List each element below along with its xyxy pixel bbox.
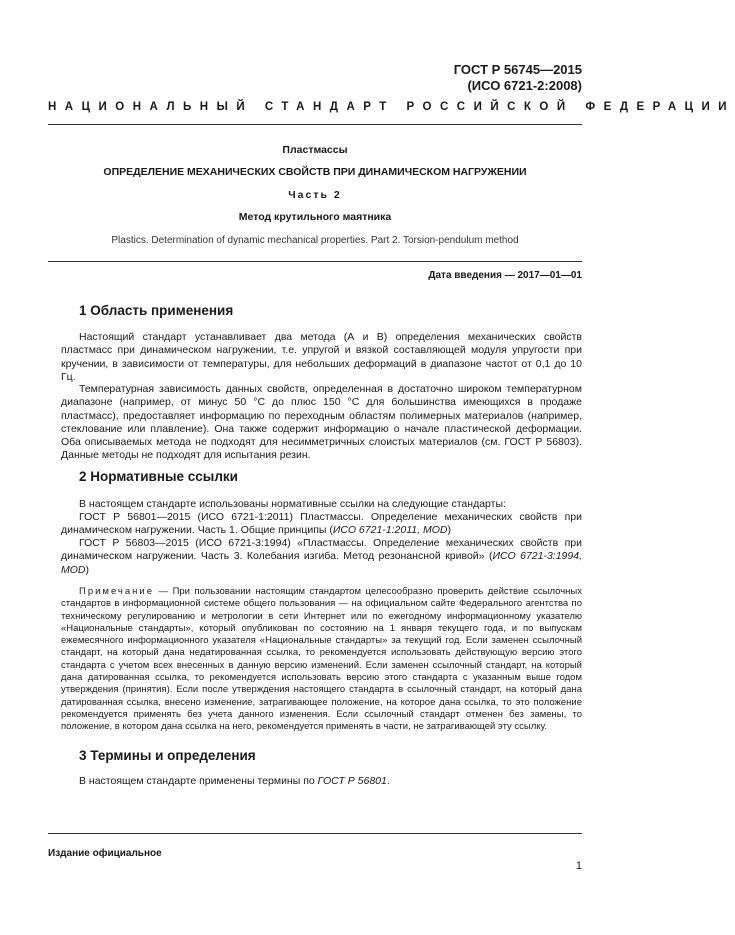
introduction-date: Дата введения — 2017—01—01 (428, 270, 582, 281)
page-number: 1 (575, 860, 582, 872)
title-part: Часть 2 (288, 189, 342, 201)
gost-number: ГОСТ Р 56745—2015 (453, 62, 582, 77)
gost-code-block (454, 62, 582, 94)
title-main: ОПРЕДЕЛЕНИЕ МЕХАНИЧЕСКИХ СВОЙСТВ ПРИ ДИНАМИЧЕСКОМ НАГРУЖЕНИИ (103, 166, 527, 178)
note-label: Примечание (79, 586, 154, 597)
title-english: Plastics. Determination of dynamic mechanical properties. Part 2. Torsion-pendulum method (111, 235, 519, 246)
title-method: Метод крутильного маятника (238, 211, 392, 223)
section-3-heading: 3 Термины и определения (79, 748, 256, 763)
reference-gost-56803: ГОСТ Р 56803—2015 (ИСО 6721-3:1994) «Пластмассы. Определение механических свойств при динамическом нагружении. Часть 3. Колебания изгиба. Метод резонансной кривой» (ИСО 6721-3:1994, MOD) (61, 537, 582, 576)
footer-divider (48, 833, 582, 834)
section-2-note: Примечание — При пользовании настоящим стандартом целесообразно проверить действие ссылочных стандартов в информационной системе общего пользования — на официальном сайте Федерального агентства по техническому регулированию и метрологии в сети Интернет или по ежегодному информационному указателю «Национальные стандарты», который опубликован по состоянию на 1 января текущего года, и по выпускам ежемесячного информационного указателя «Национальные стандарты» за текущий год. Если заменен ссылочный стандарт, на который дана недатированная ссылка, то рекомендуется использовать действующую версию этого стандарта с учетом всех внесенных в данную версию изменений. Если заменен ссылочный стандарт, на который дана датированная ссылка, то рекомендуется использовать версию этого стандарта с указанным выше годом утверждения (принятия). Если после утверждения настоящего стандарта в ссылочный стандарт, на который дана датированная ссылка, внесено изменение, затрагивающее положение, на которое дана ссылка, то это положение рекомендуется применять без учета данного изменения. Если ссылочный стандарт отменен без замены, то положение, в котором дана ссылка на него, рекомендуется применять в части, не затрагивающей эту ссылку. (61, 586, 582, 733)
section-2-intro: В настоящем стандарте использованы нормативные ссылки на следующие стандарты: (79, 498, 506, 510)
iso-number: (ИСО 6721-2:2008) (467, 78, 582, 93)
official-edition-label: Издание официальное (48, 848, 162, 859)
national-standard-banner: НАЦИОНАЛЬНЫЙ СТАНДАРТ РОССИЙСКОЙ ФЕДЕРАЦИИ (48, 101, 735, 113)
header-divider (48, 124, 582, 125)
section-1-heading: 1 Область применения (79, 303, 234, 318)
title-divider (48, 261, 582, 262)
section-1-paragraph-1: Настоящий стандарт устанавливает два метода (А и В) определения механических свойств пластмасс при динамическом нагружении, т.е. упругой и вязкой составляющей модуля упругости при кручении, в зависимости от температуры, для небольших деформаций в диапазоне частот от 0,1 до 10 Гц. (61, 331, 582, 383)
section-3-paragraph: В настоящем стандарте применены термины по ГОСТ Р 56801. (79, 775, 390, 787)
section-1-paragraph-2: Температурная зависимость данных свойств, определенная в достаточно широком температурном диапазоне (например, от минус 50 °С до плюс 150 °С для большинства имеющихся в продаже пластмасс), предоставляет информацию по переходным областям полимерных материалов (например, стеклование или плавление). Она также содержит информацию о начале пластической деформации. Оба описываемых метода не подходят для несимметричных слоистых материалов (см. ГОСТ Р 56803). Данные методы не подходят для испытания резин. (61, 383, 582, 462)
title-subject: Пластмассы (282, 144, 348, 156)
section-2-heading: 2 Нормативные ссылки (79, 469, 238, 484)
reference-gost-56801: ГОСТ Р 56801—2015 (ИСО 6721-1:2011) Пластмассы. Определение механических свойств при динамическом нагружении. Часть 1. Общие принципы (ИСО 6721-1:2011, MOD) (61, 511, 582, 537)
